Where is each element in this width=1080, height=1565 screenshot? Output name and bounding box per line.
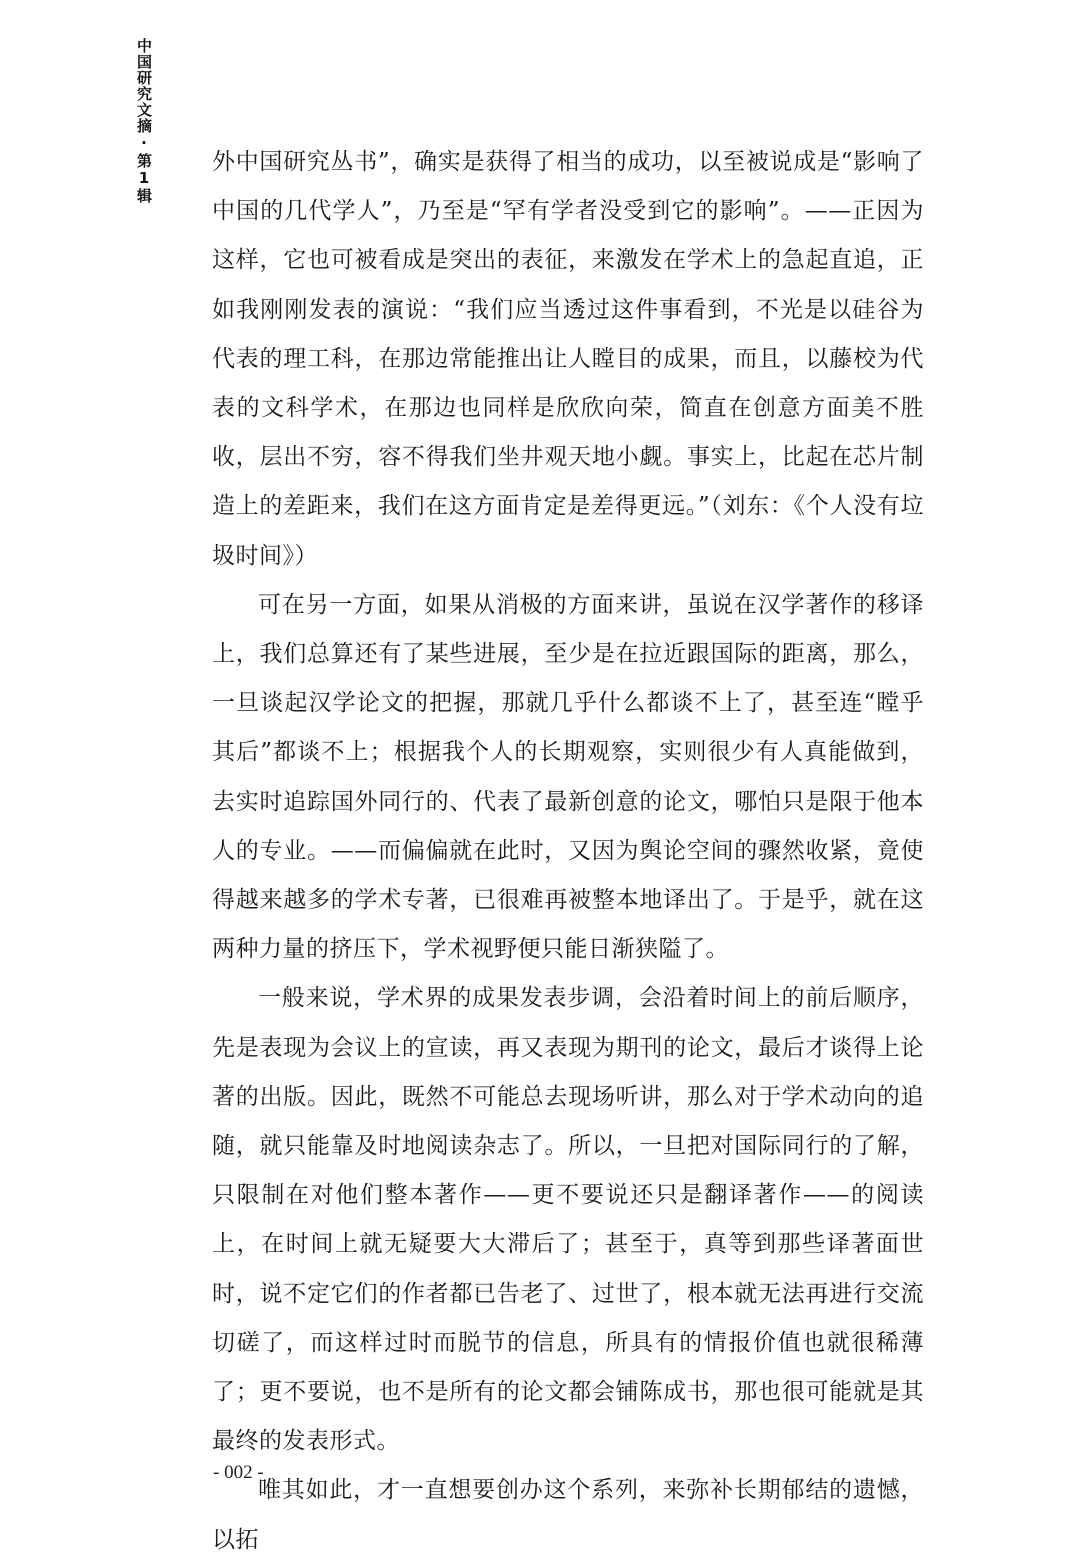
running-head: 中国研究文摘·第1辑 [135,38,153,204]
paragraph: 一般来说，学术界的成果发表步调，会沿着时间上的前后顺序，先是表现为会议上的宣读，再又表现为期刊的论文，最后才谈得上论著的出版。因此，既然不可能总去现场听讲，那么对于学术动向的追随，就只能靠及时地阅读杂志了。所以，一旦把对国际同行的了解，只限制在对他们整本著作——更不要说还只是翻译著作——的阅读上，在时间上就无疑要大大滞后了；甚至于，真等到那些译著面世时，说不定它们的作者都已告老了、过世了，根本就无法再进行交流切磋了，而这样过时而脱节的信息，所具有的情报价值也就很稀薄了；更不要说，也不是所有的论文都会铺陈成书，那也很可能就是其最终的发表形式。 [212,985,924,1455]
paragraph: 可在另一方面，如果从消极的方面来讲，虽说在汉学著作的移译上，我们总算还有了某些进展，至少是在拉近跟国际的距离，那么，一旦谈起汉学论文的把握，那就几乎什么都谈不上了，甚至连“瞠乎其后”都谈不上；根据我个人的长期观察，实则很少有人真能做到，去实时追踪国外同行的、代表了最新创意的论文，哪怕只是限于他本人的专业。——而偏偏就在此时，又因为舆论空间的骤然收紧，竟使得越来越多的学术专著，已很难再被整本地译出了。于是乎，就在这两种力量的挤压下，学术视野便只能日渐狭隘了。 [212,591,924,963]
paragraph: 唯其如此，才一直想要创办这个系列，来弥补长期郁结的遗憾，以拓 [212,1477,924,1553]
page-number: - 002 - [213,1462,264,1483]
body-text [212,138,924,1565]
paragraph-continuation: 外中国研究丛书”，确实是获得了相当的成功，以至被说成是“影响了中国的几代学人”，乃至是“罕有学者没受到它的影响”。——正因为这样，它也可被看成是突出的表征，来激发在学术上的急起直追，正如我刚刚发表的演说：“我们应当透过这件事看到，不光是以硅谷为代表的理工科，在那边常能推出让人瞠目的成果，而且，以藤校为代表的文科学术，在那边也同样是欣欣向荣，简直在创意方面美不胜收，层出不穷，容不得我们坐井观天地小觑。事实上，比起在芯片制造上的差距来，我们在这方面肯定是差得更远。”（刘东：《个人没有垃圾时间》） [212,149,924,569]
